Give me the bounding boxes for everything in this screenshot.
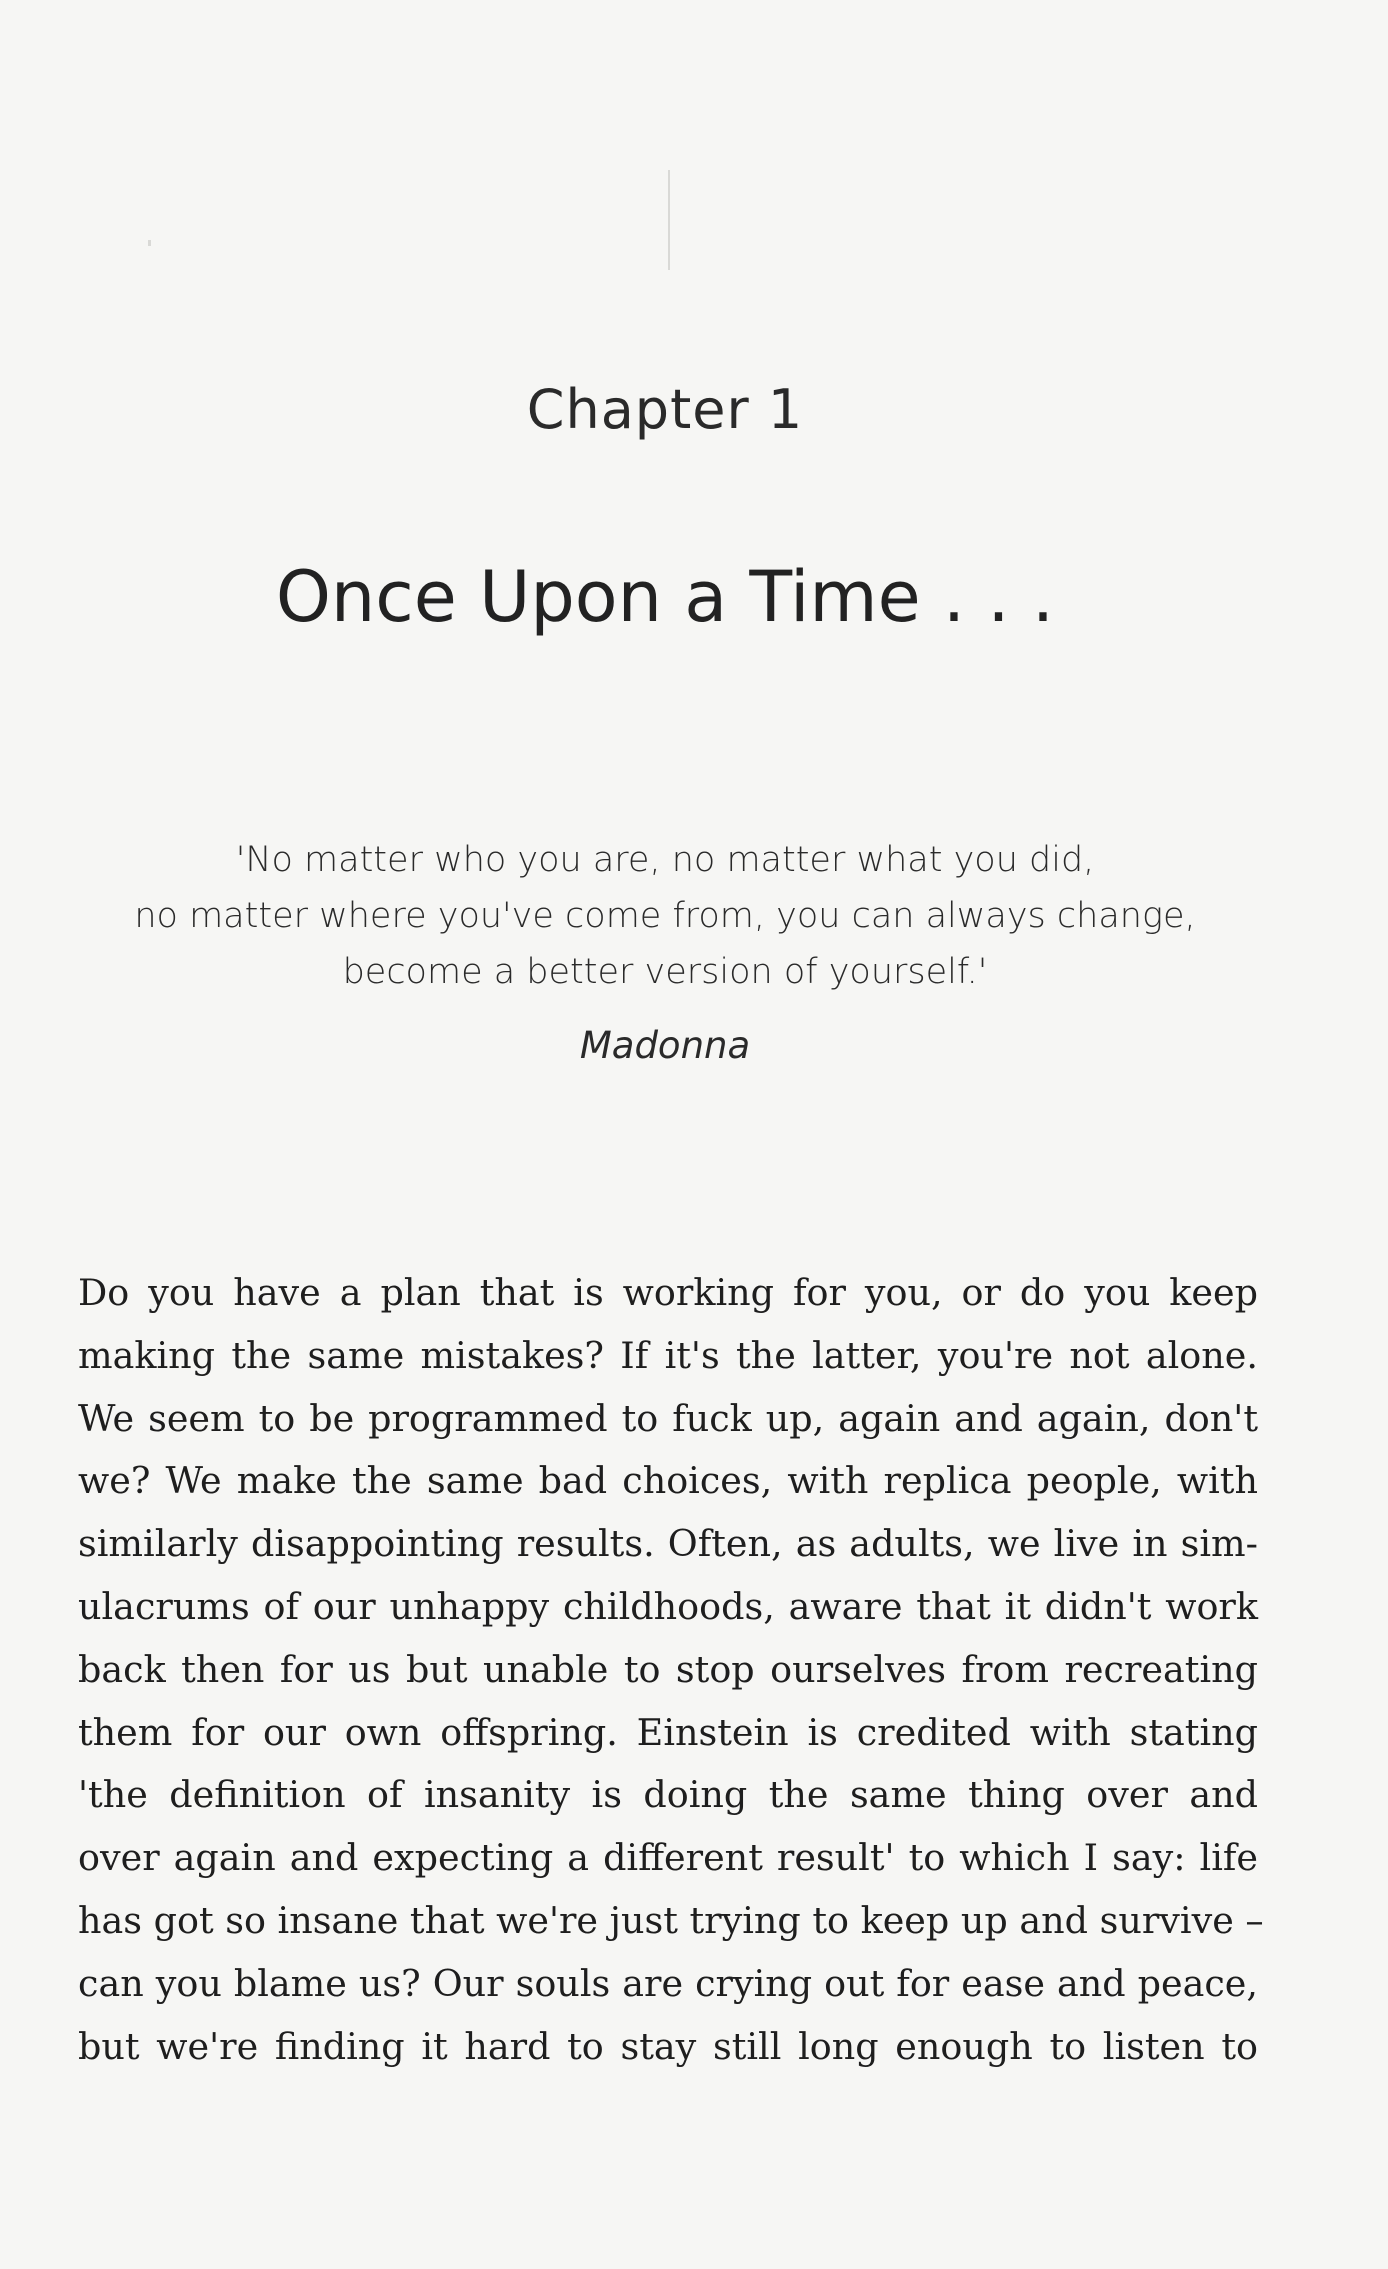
scan-mark [148,240,151,246]
body-line: similarly disappointing results. Often, as adults, we live in sim- [78,1522,1258,1566]
body-line: 'the definition of insanity is doing the same thing over and [78,1773,1258,1817]
epigraph-line: 'No matter who you are, no matter what you did, [235,840,1095,880]
body-line: making the same mistakes? If it's the latter, you're not alone. [78,1333,1258,1377]
body-paragraph [78,1262,1264,2078]
body-line: has got so insane that we're just trying to keep up and survive – [78,1898,1264,1942]
body-line: them for our own offspring. Einstein is credited with stating [78,1710,1258,1754]
epigraph-quote [100,832,1230,1000]
body-line: can you blame us? Our souls are crying out for ease and peace, [78,1961,1258,2005]
body-line: back then for us but unable to stop ourselves from recreating [78,1647,1258,1691]
chapter-title: Once Upon a Time . . . [275,556,1055,638]
scan-mark [668,170,670,270]
body-line: but we're finding it hard to stay still long enough to listen to [78,2024,1258,2068]
epigraph-author: Madonna [579,1024,751,1067]
body-line: we? We make the same bad choices, with replica people, with [78,1459,1258,1503]
chapter-label: Chapter 1 [526,378,804,441]
body-line: over again and expecting a different result' to which I say: life [78,1836,1258,1880]
epigraph-line: become a better version of yourself.' [342,952,988,992]
body-line: Do you have a plan that is working for you, or do you keep [78,1271,1258,1314]
body-line: We seem to be programmed to fuck up, again and again, don't [78,1396,1258,1440]
body-line: ulacrums of our unhappy childhoods, aware that it didn't work [78,1584,1258,1628]
epigraph-line: no matter where you've come from, you can always change, [134,896,1196,936]
